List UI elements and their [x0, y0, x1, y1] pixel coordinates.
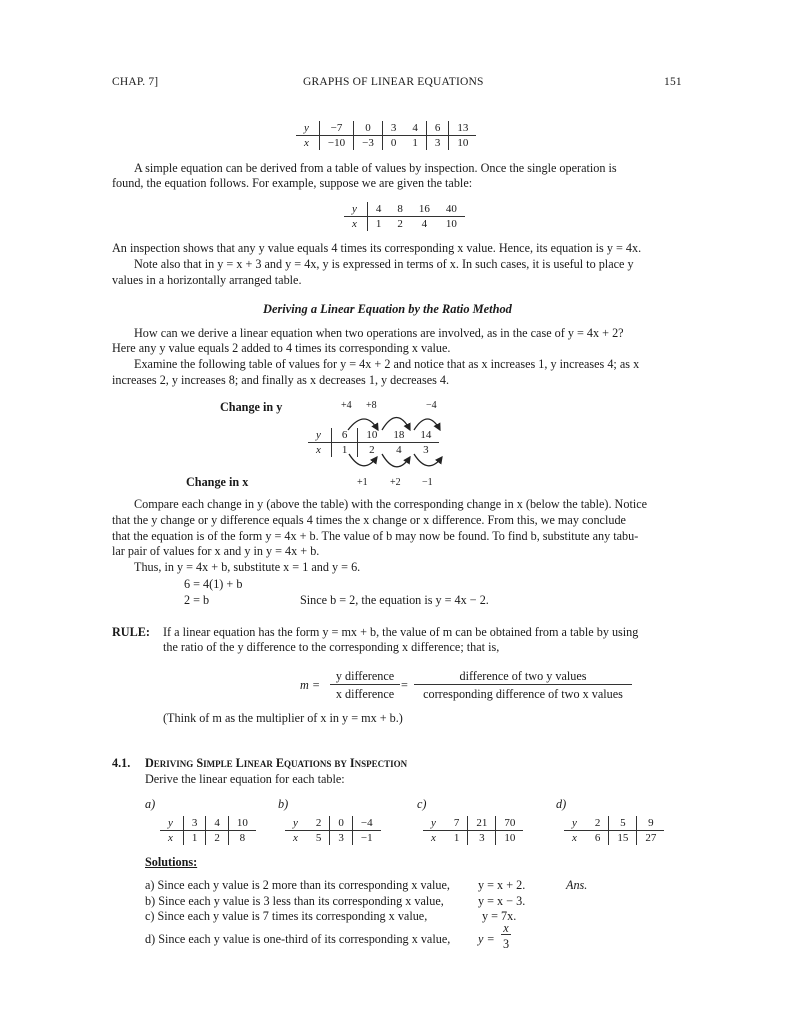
paragraph-line: A simple equation can be derived from a table of values by inspection. Once the single operation is [134, 161, 617, 175]
x-change-value: +2 [390, 477, 401, 488]
table-cell: 2 [206, 831, 229, 846]
y-change-value: −4 [426, 400, 437, 411]
part-label: b) [278, 797, 289, 811]
paragraph-line: Examine the following table of values for y = 4x + 2 and notice that as x increases 1, y increases 4; as x [134, 357, 640, 371]
equation-line: 6 = 4(1) + b [184, 577, 243, 591]
paragraph-line: Compare each change in y (above the table) with the corresponding change in x (below the table). Notice [134, 497, 648, 511]
table-cell: 10 [445, 218, 457, 230]
part-c-table [423, 816, 523, 845]
top-value-table [296, 121, 476, 150]
running-title: GRAPHS OF LINEAR EQUATIONS [303, 76, 484, 88]
change-in-y-label: Change in y [220, 400, 283, 414]
chapter-label: CHAP. 7] [112, 76, 159, 88]
paragraph-line: Thus, in y = 4x + b, substitute x = 1 and y = 6. [134, 560, 361, 574]
paragraph-line: How can we derive a linear equation when two operations are involved, as in the case of y = 4x + 2? [134, 326, 624, 340]
table-cell: 6 [426, 121, 449, 136]
table-cell: 10 [358, 428, 386, 443]
table-cell: 6 [587, 831, 609, 846]
solution-equation: y = 7x. [482, 909, 517, 923]
page-number: 151 [664, 76, 682, 88]
ratio-value-table [308, 428, 439, 457]
x-change-value: −1 [422, 477, 433, 488]
paragraph-line: that the equation is of the form y = 4x + b. The value of b may now be found. To find b, substitute any tabu- [112, 529, 639, 543]
table-cell: 0 [330, 816, 353, 831]
table-cell: y [285, 816, 308, 831]
table-cell: x [160, 831, 183, 846]
table-cell: 4 [206, 816, 229, 831]
paragraph-line: lar pair of values for x and y in y = 4x + b. [112, 544, 320, 558]
paragraph-line: increases 2, y increases 8; and finally as x decreases 1, y decreases 4. [112, 373, 450, 387]
table-cell: 0 [390, 137, 397, 149]
solution-line: b) Since each y value is 3 less than its corresponding x value, [145, 894, 444, 908]
table-cell: x [296, 136, 319, 151]
table-cell: 10 [504, 832, 516, 844]
solution-equation-lhs: y = [478, 932, 495, 946]
table-cell: 5 [609, 816, 637, 831]
table-cell: 5 [308, 831, 330, 846]
paragraph-line: Note also that in y = x + 3 and y = 4x, y is expressed in terms of x. In such cases, it is useful to place y [134, 257, 634, 271]
table-cell: 3 [468, 831, 496, 846]
table-cell: −10 [319, 136, 353, 151]
solution-line: a) Since each y value is 2 more than its corresponding x value, [145, 878, 450, 892]
table-cell: −1 [360, 832, 373, 844]
table-cell: 4 [367, 202, 389, 217]
problem-instruction: Derive the linear equation for each table: [145, 772, 345, 786]
section-title: Deriving a Linear Equation by the Ratio Method [263, 302, 512, 316]
solutions-label: Solutions: [145, 855, 198, 869]
table-cell: 4 [396, 444, 402, 456]
table-cell: −3 [354, 136, 383, 151]
paragraph-line: that the y change or y difference equals 4 times the x change or x difference. From this, we may conclude [112, 513, 626, 527]
change-in-x-label: Change in x [186, 475, 249, 489]
table-cell: 3 [423, 444, 429, 456]
equation-note: Since b = 2, the equation is y = 4x − 2. [300, 593, 489, 607]
table-cell: 2 [308, 816, 330, 831]
equals-sign: = [401, 678, 408, 692]
table-cell: x [344, 217, 367, 232]
fraction-numerator: y difference [330, 669, 400, 685]
table-cell: x [293, 832, 298, 844]
table-cell: x [572, 832, 577, 844]
y-change-value: +4 [341, 400, 352, 411]
table-cell: y [296, 121, 319, 136]
paragraph-line: An inspection shows that any y value equals 4 times its corresponding x value. Hence, its equation is y = 4x. [112, 241, 642, 255]
fraction-denominator: corresponding difference of two x values [423, 687, 623, 701]
table-cell: 4 [421, 218, 428, 230]
solution-line: d) Since each y value is one-third of its corresponding x value, [145, 932, 451, 946]
problem-title: Deriving Simple Linear Equations by Inspection [145, 756, 408, 770]
table-cell: y [423, 816, 446, 831]
table-cell: 3 [330, 831, 353, 846]
table-cell: 3 [382, 121, 404, 136]
solution-equation: y = x − 3. [478, 894, 526, 908]
table-cell: 10 [457, 137, 469, 149]
table-cell: 1 [375, 218, 382, 230]
rule-label: RULE: [112, 625, 150, 639]
table-cell: 2 [369, 444, 375, 456]
fraction-numerator: difference of two y values [414, 669, 632, 685]
x-change-value: +1 [357, 477, 368, 488]
table-cell: 2 [587, 816, 609, 831]
fraction-denominator: x difference [335, 687, 395, 701]
table-cell: y [308, 428, 331, 443]
part-b-table [285, 816, 381, 845]
table-cell: −7 [319, 121, 353, 136]
table-cell: −4 [352, 816, 380, 831]
fraction-numerator: x [501, 922, 511, 935]
table-cell: 21 [468, 816, 496, 831]
m-equals: m = [300, 678, 321, 692]
table-cell: x [431, 832, 436, 844]
table-cell: 27 [645, 832, 657, 844]
table-cell: 1 [404, 136, 426, 151]
table-cell: 10 [228, 816, 256, 831]
table-cell: y [564, 816, 587, 831]
table-cell: 70 [496, 816, 524, 831]
paragraph-line: values in a horizontally arranged table. [112, 273, 302, 287]
answer-label: Ans. [566, 878, 588, 892]
table-cell: 1 [331, 443, 358, 458]
table-cell: 8 [239, 832, 246, 844]
table-cell: 13 [449, 121, 477, 136]
table-cell: 6 [331, 428, 358, 443]
table-cell: 3 [426, 136, 449, 151]
fraction-denominator: 3 [502, 937, 510, 951]
table-cell: 14 [412, 428, 439, 443]
paragraph-line: found, the equation follows. For example, suppose we are given the table: [112, 176, 473, 190]
rule-line: If a linear equation has the form y = mx + b, the value of m can be obtained from a table by using [163, 625, 639, 639]
part-label: d) [556, 797, 567, 811]
table-cell: 3 [183, 816, 206, 831]
y-change-value: +8 [366, 400, 377, 411]
table-cell: y [160, 816, 183, 831]
rule-note: (Think of m as the multiplier of x in y = mx + b.) [163, 711, 403, 725]
part-label: a) [145, 797, 156, 811]
table-cell: 9 [637, 816, 665, 831]
table-cell: 7 [446, 816, 468, 831]
table-cell: 16 [411, 202, 438, 217]
table-cell: 2 [397, 218, 403, 230]
table-cell: 8 [389, 202, 411, 217]
table-cell: x [308, 443, 331, 458]
table-cell: 1 [183, 831, 206, 846]
table-cell: 15 [609, 831, 637, 846]
part-label: c) [417, 797, 427, 811]
solution-line: c) Since each y value is 7 times its corresponding x value, [145, 909, 428, 923]
table-cell: 1 [446, 831, 468, 846]
table-cell: 40 [438, 202, 465, 217]
part-a-table [160, 816, 256, 845]
solution-equation: y = x + 2. [478, 878, 526, 892]
table-cell: 0 [354, 121, 383, 136]
paragraph-line: Here any y value equals 2 added to 4 times its corresponding x value. [112, 341, 451, 355]
table-cell: y [344, 202, 367, 217]
example-value-table [344, 202, 465, 231]
rule-line: the ratio of the y difference to the corresponding x difference; that is, [163, 640, 500, 654]
part-d-table [564, 816, 664, 845]
table-cell: 18 [385, 428, 412, 443]
table-cell: 4 [404, 121, 426, 136]
equation-line: 2 = b [184, 593, 210, 607]
problem-number: 4.1. [112, 756, 131, 770]
